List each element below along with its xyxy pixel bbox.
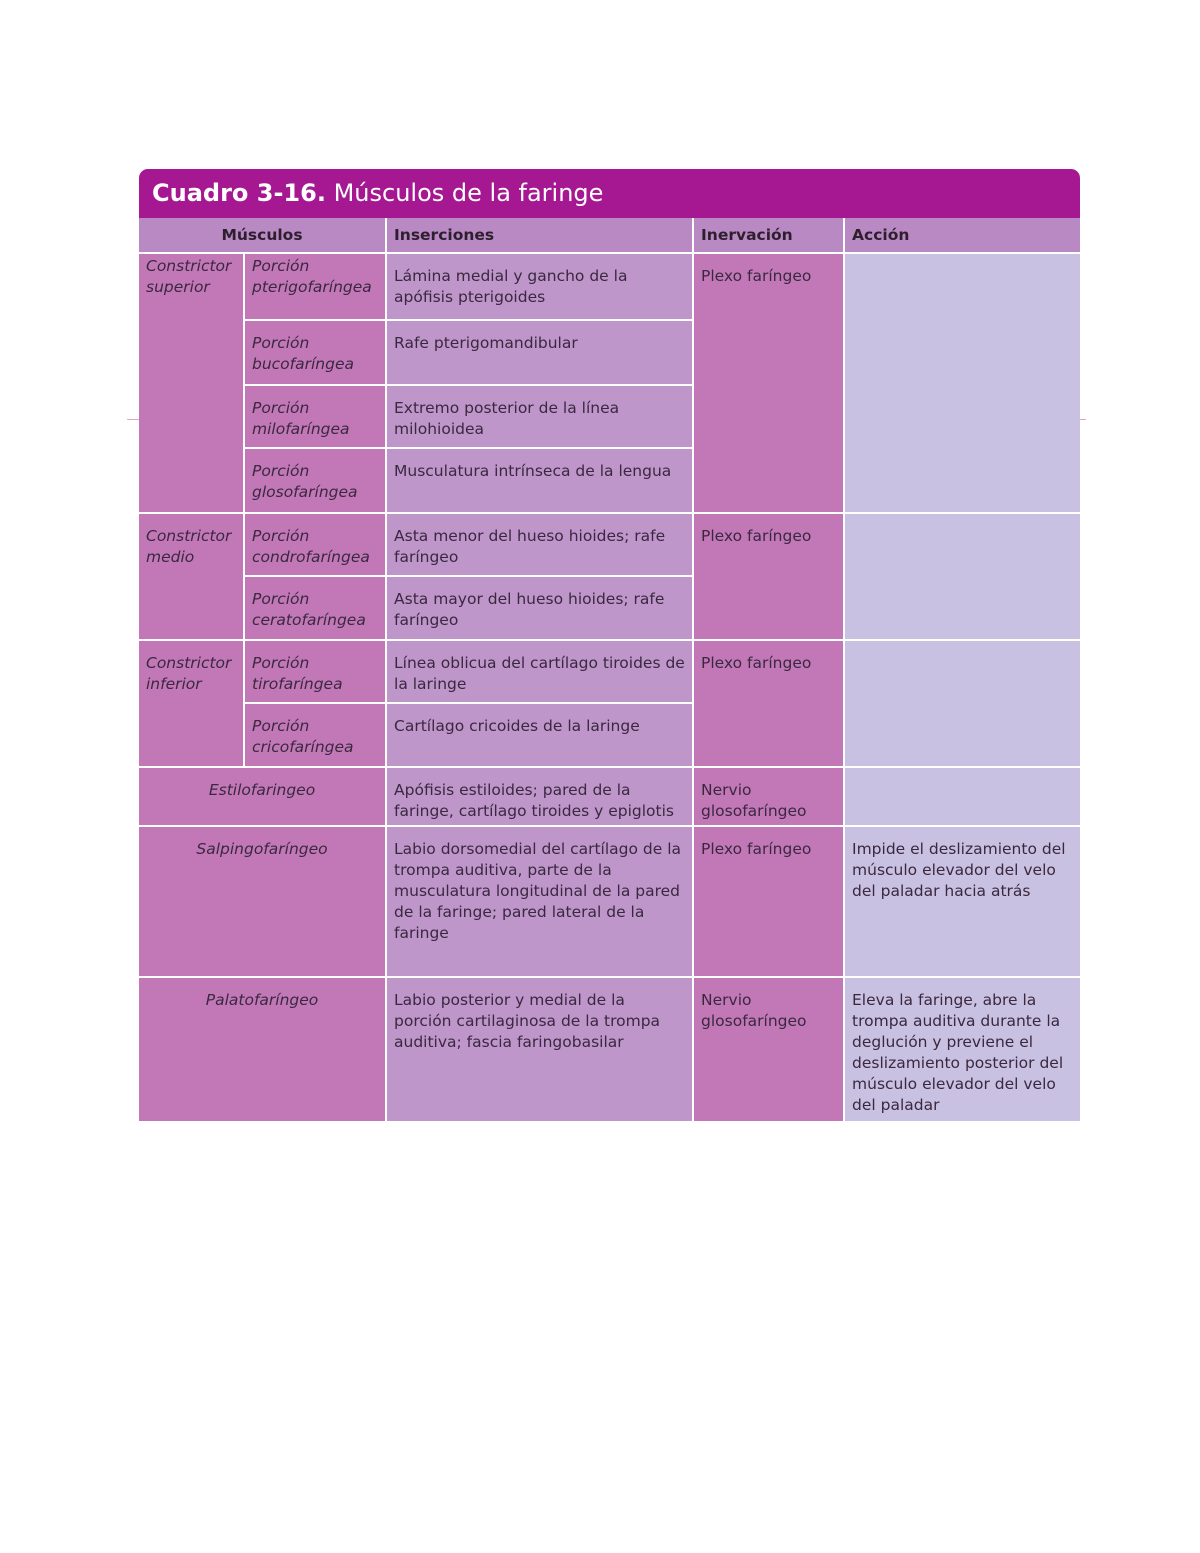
crop-mark-right [1080,419,1086,420]
table-title-text: Músculos de la faringe [333,179,604,207]
portion-name: Porción bucofaríngea [244,320,386,385]
muscle-group-name: Constrictor medio [139,513,244,640]
table-row [139,253,1080,320]
header-muscles: Músculos [139,218,386,253]
header-innervation: Inervación [693,218,844,253]
action-cell: Eleva la faringe, abre la trompa auditiva durante la deglución y previene el deslizamiento posterior del músculo elevador del velo del paladar [844,977,1080,1122]
portion-name: Porción glosofaríngea [244,448,386,513]
action-cell [844,767,1080,826]
insertion-cell: Extremo posterior de la línea milohioidea [386,385,693,448]
innervation-cell: Plexo faríngeo [693,513,844,640]
muscle-name: Palatofaríngeo [139,977,386,1122]
action-cell: Impide el deslizamiento del músculo elevador del velo del paladar hacia atrás [844,826,1080,977]
muscle-group-name: Constrictor inferior [139,640,244,767]
table-title [139,169,1080,218]
table-row [139,640,1080,703]
innervation-cell: Plexo faríngeo [693,826,844,977]
table-row [139,826,1080,977]
insertion-cell: Musculatura intrínseca de la lengua [386,448,693,513]
header-row [139,218,1080,253]
insertion-cell: Cartílago cricoides de la laringe [386,703,693,767]
header-action: Acción [844,218,1080,253]
header-insertions: Inserciones [386,218,693,253]
insertion-cell: Asta mayor del hueso hioides; rafe faríngeo [386,576,693,640]
portion-name: Porción pterigofaríngea [244,253,386,320]
portion-name: Porción milofaríngea [244,385,386,448]
action-cell [844,513,1080,640]
insertion-cell: Apófisis estiloides; pared de la faringe, cartílago tiroides y epiglotis [386,767,693,826]
insertion-cell: Labio dorsomedial del cartílago de la trompa auditiva, parte de la musculatura longitudinal de la pared de la faringe; pared lateral de la faringe [386,826,693,977]
action-cell [844,253,1080,513]
table-number: Cuadro 3-16. [152,179,326,207]
portion-name: Porción ceratofaríngea [244,576,386,640]
muscle-table-box [139,169,1080,1123]
portion-name: Porción cricofaríngea [244,703,386,767]
muscle-table [139,218,1080,1123]
innervation-cell: Plexo faríngeo [693,640,844,767]
innervation-cell: Nervio glosofaríngeo [693,767,844,826]
insertion-cell: Rafe pterigomandibular [386,320,693,385]
muscle-group-name: Constrictor superior [139,253,244,513]
innervation-cell: Plexo faríngeo [693,253,844,513]
table-row [139,513,1080,576]
insertion-cell: Línea oblicua del cartílago tiroides de la laringe [386,640,693,703]
table-row [139,767,1080,826]
muscle-name: Salpingofaríngeo [139,826,386,977]
innervation-cell: Nervio glosofaríngeo [693,977,844,1122]
portion-name: Porción condrofaríngea [244,513,386,576]
insertion-cell: Labio posterior y medial de la porción cartilaginosa de la trompa auditiva; fascia faringobasilar [386,977,693,1122]
insertion-cell: Lámina medial y gancho de la apófisis pterigoides [386,253,693,320]
crop-mark-left [127,419,139,420]
muscle-name: Estilofaringeo [139,767,386,826]
portion-name: Porción tirofaríngea [244,640,386,703]
insertion-cell: Asta menor del hueso hioides; rafe faríngeo [386,513,693,576]
table-row [139,977,1080,1122]
action-cell [844,640,1080,767]
